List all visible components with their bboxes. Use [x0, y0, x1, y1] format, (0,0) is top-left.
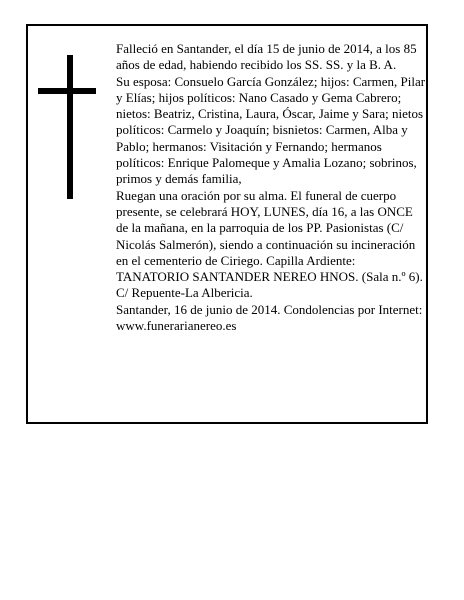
family-list: Su esposa: Consuelo García González; hijos: Carmen, Pilar y Elías; hijos políticos: Nano Casado y Gema Cabrero; nietos: Beatriz, Cristina, Laura, Óscar, Jaime y Sara; nietos políticos: Carmelo y Joaquín; bisnietos: Carmen, Alba y Pablo; hermanos: Visitación y Fernando; hermanos políticos: Enrique Palomeque y Amalia Lozano; sobrinos, primos y demás familia,: [116, 73, 426, 187]
death-announcement: Falleció en Santander, el día 15 de junio de 2014, a los 85 años de edad, habiendo recibido los SS. SS. y la B. A.: [116, 41, 417, 73]
date-and-condolences: Santander, 16 de junio de 2014. Condolencias por Internet: www.funerarianereo.es: [116, 301, 423, 334]
cross-vertical-bar: [67, 55, 73, 199]
funeral-details: Ruegan una oración por su alma. El funeral de cuerpo presente, se celebrará HOY, LUNES, día 16, a las ONCE de la mañana, en la parroquia de los PP. Pasionistas (C/ Nicolás Salmerón), siendo a continuación su incineración en el cementerio de Ciriego. Capilla Ardiente: TANATORIO SANTANDER NEREO HNOS. (Sala n.º 6). C/ Repuente-La Albericia.: [116, 187, 423, 301]
cross-icon: [38, 55, 96, 199]
notice-text: [116, 41, 428, 334]
cross-horizontal-bar: [38, 88, 96, 94]
obituary-notice: [26, 24, 428, 424]
